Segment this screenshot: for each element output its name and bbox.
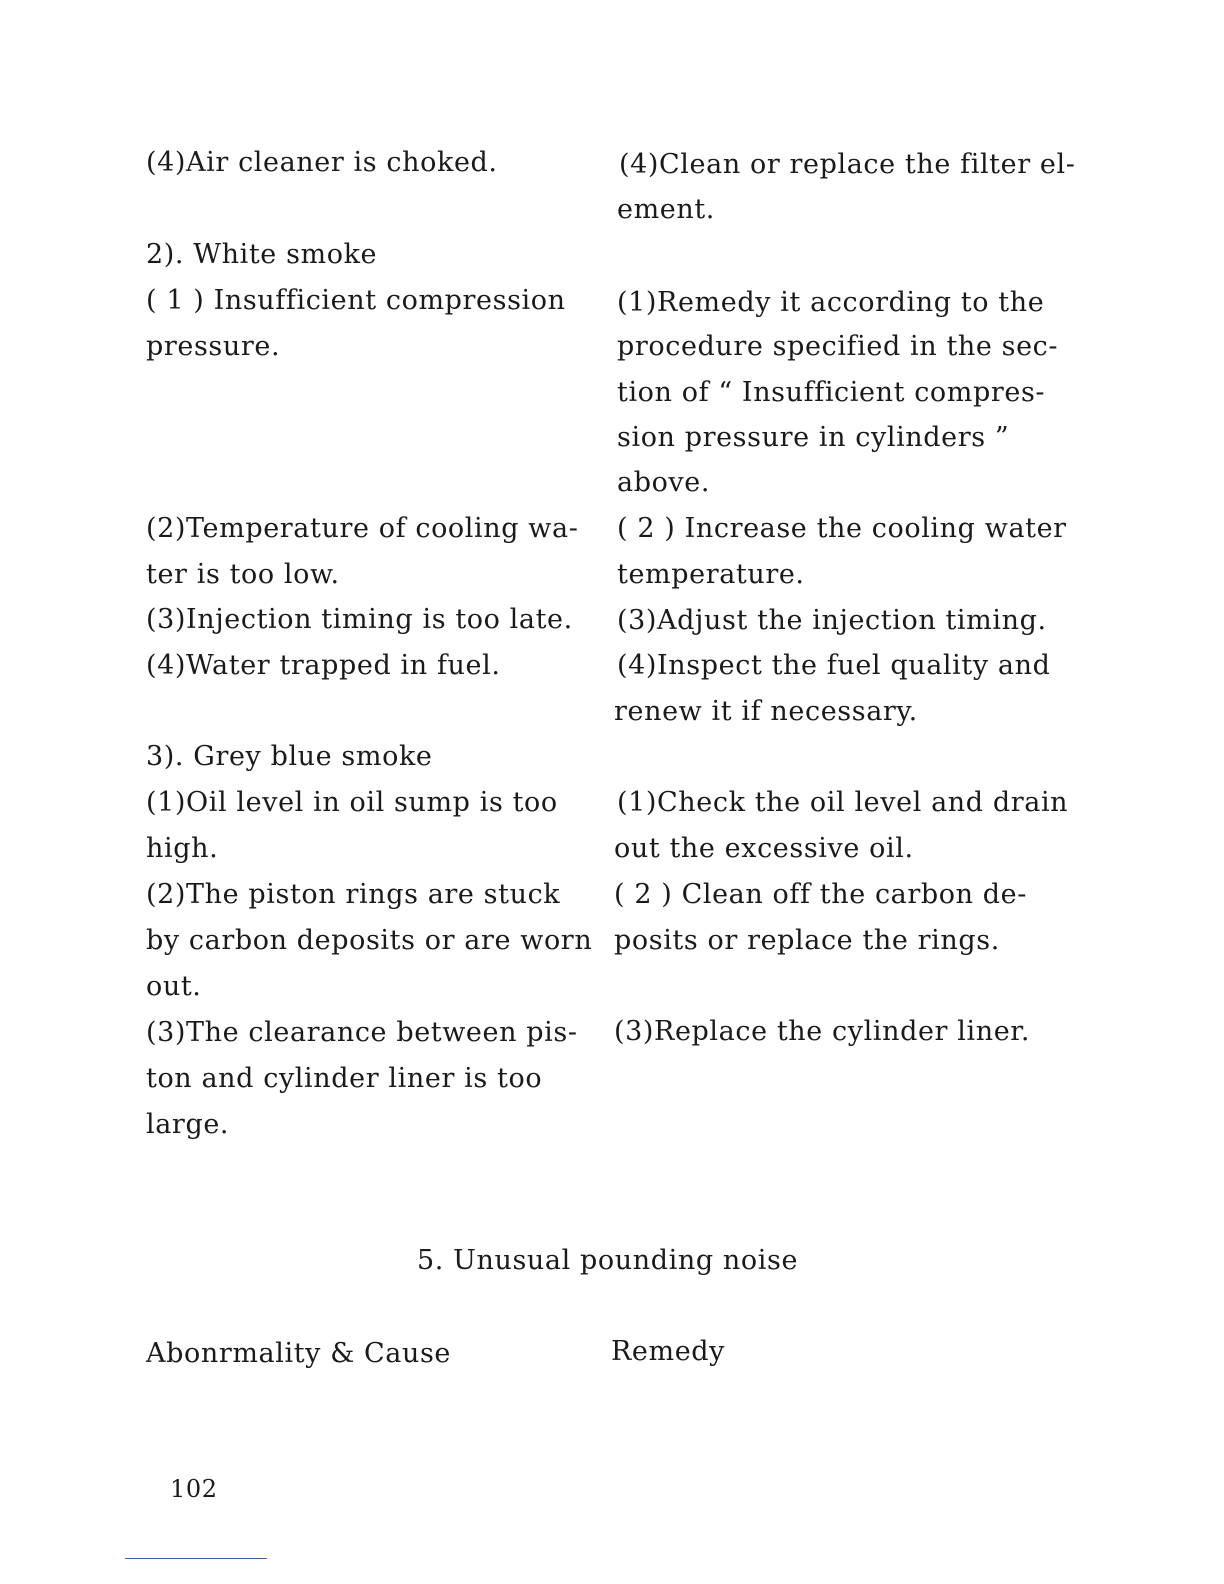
remedy-increase-temperature-cont: temperature.: [617, 559, 805, 590]
remedy-check-oil: (1)Check the oil level and drain: [617, 787, 1069, 818]
cause-water-in-fuel: (4)Water trapped in fuel.: [146, 650, 501, 681]
column-header-cause: Abonrmality & Cause: [146, 1338, 451, 1369]
scan-edge-line: [125, 1558, 267, 1559]
cause-injection-late: (3)Injection timing is too late.: [146, 604, 573, 635]
remedy-clean-carbon: ( 2 ) Clean off the carbon de-: [614, 879, 1027, 910]
cause-oil-level-high: (1)Oil level in oil sump is too: [146, 787, 558, 818]
cause-piston-clearance-cont: ton and cylinder liner is too: [146, 1063, 543, 1094]
remedy-clean-filter-cont: ement.: [617, 194, 715, 225]
cause-insufficient-compression: ( 1 ) Insufficient compression: [146, 285, 566, 316]
cause-piston-rings-cont2: out.: [146, 971, 202, 1002]
cause-piston-clearance: (3)The clearance between pis-: [146, 1017, 578, 1048]
remedy-insufficient-compression: (1)Remedy it according to the: [617, 287, 1045, 318]
remedy-insufficient-compression-cont3: sion pressure in cylinders ”: [617, 422, 1010, 453]
page-number: 102: [170, 1475, 218, 1503]
remedy-inspect-fuel-cont: renew it if necessary.: [614, 696, 918, 727]
remedy-insufficient-compression-cont4: above.: [617, 467, 711, 498]
section-title: 5. Unusual pounding noise: [417, 1245, 799, 1276]
remedy-inspect-fuel: (4)Inspect the fuel quality and: [617, 650, 1051, 681]
cause-oil-level-high-cont: high.: [146, 833, 219, 864]
heading-grey-blue-smoke: 3). Grey blue smoke: [146, 741, 433, 772]
column-header-remedy: Remedy: [611, 1336, 726, 1367]
remedy-replace-liner: (3)Replace the cylinder liner.: [614, 1016, 1030, 1047]
remedy-clean-carbon-cont: posits or replace the rings.: [614, 925, 1000, 956]
remedy-insufficient-compression-cont: procedure specified in the sec-: [617, 331, 1059, 362]
remedy-insufficient-compression-cont2: tion of “ Insufficient compres-: [617, 377, 1046, 408]
cause-cooling-water-temp: (2)Temperature of cooling wa-: [146, 513, 579, 544]
cause-air-cleaner: (4)Air cleaner is choked.: [146, 147, 498, 178]
cause-piston-rings-cont: by carbon deposits or are worn: [146, 925, 593, 956]
remedy-increase-temperature: ( 2 ) Increase the cooling water: [617, 513, 1067, 544]
cause-cooling-water-temp-cont: ter is too low.: [146, 559, 340, 590]
cause-piston-rings: (2)The piston rings are stuck: [146, 879, 561, 910]
cause-insufficient-compression-cont: pressure.: [146, 331, 281, 362]
remedy-adjust-injection: (3)Adjust the injection timing.: [617, 605, 1047, 636]
cause-piston-clearance-cont2: large.: [146, 1109, 230, 1140]
remedy-check-oil-cont: out the excessive oil.: [614, 833, 914, 864]
remedy-clean-filter: (4)Clean or replace the filter el-: [619, 149, 1076, 180]
heading-white-smoke: 2). White smoke: [146, 239, 378, 270]
